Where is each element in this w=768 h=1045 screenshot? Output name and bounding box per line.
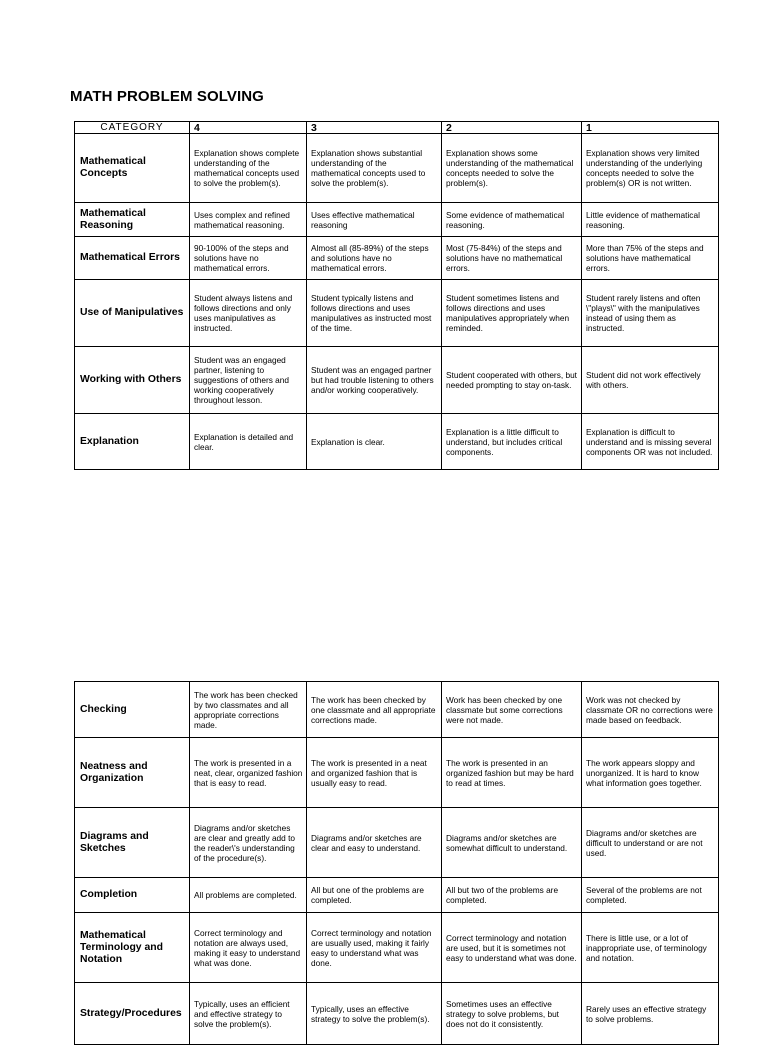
category-cell: Completion — [75, 878, 190, 913]
table-row — [75, 682, 719, 738]
score-3-cell: Explanation is clear. — [307, 414, 442, 470]
score-4-cell: Student always listens and follows directions and only uses manipulatives as instructed. — [190, 280, 307, 347]
score-2-cell: Student cooperated with others, but needed prompting to stay on-task. — [442, 347, 582, 414]
table-row — [75, 983, 719, 1045]
score-2-cell: Explanation shows some understanding of the mathematical concepts needed to solve the problem(s). — [442, 134, 582, 203]
score-1-cell: Rarely uses an effective strategy to solve problems. — [582, 983, 719, 1045]
score-2-cell: The work is presented in an organized fashion but may be hard to read at times. — [442, 738, 582, 808]
score-1-cell: Student rarely listens and often \"plays\" with the manipulatives instead of using them as instructed. — [582, 280, 719, 347]
score-4-cell: Correct terminology and notation are always used, making it easy to understand what was done. — [190, 913, 307, 983]
score-2-cell: Sometimes uses an effective strategy to solve problems, but does not do it consistently. — [442, 983, 582, 1045]
score-4-cell: 90-100% of the steps and solutions have no mathematical errors. — [190, 237, 307, 280]
score-3-cell: Student typically listens and follows directions and uses manipulatives as instructed most of the time. — [307, 280, 442, 347]
header-score-3: 3 — [307, 122, 442, 134]
score-4-cell: The work is presented in a neat, clear, organized fashion that is easy to read. — [190, 738, 307, 808]
score-3-cell: Almost all (85-89%) of the steps and solutions have no mathematical errors. — [307, 237, 442, 280]
score-1-cell: Explanation shows very limited understanding of the underlying concepts needed to solve the problem(s) OR is not written. — [582, 134, 719, 203]
score-3-cell: Uses effective mathematical reasoning — [307, 203, 442, 237]
table-row — [75, 280, 719, 347]
table-header-row — [75, 122, 719, 134]
score-4-cell: Uses complex and refined mathematical reasoning. — [190, 203, 307, 237]
category-cell: Mathematical Errors — [75, 237, 190, 280]
score-2-cell: Work has been checked by one classmate but some corrections were not made. — [442, 682, 582, 738]
rubric-table-1 — [74, 121, 719, 470]
category-cell: Explanation — [75, 414, 190, 470]
table-row — [75, 913, 719, 983]
table-row — [75, 237, 719, 280]
score-4-cell: Typically, uses an efficient and effective strategy to solve the problem(s). — [190, 983, 307, 1045]
score-3-cell: Explanation shows substantial understanding of the mathematical concepts used to solve the problem(s). — [307, 134, 442, 203]
table-row — [75, 878, 719, 913]
score-3-cell: The work has been checked by one classmate and all appropriate corrections made. — [307, 682, 442, 738]
table-row — [75, 134, 719, 203]
score-3-cell: Correct terminology and notation are usually used, making it fairly easy to understand what was done. — [307, 913, 442, 983]
score-2-cell: Student sometimes listens and follows directions and uses manipulatives appropriately when reminded. — [442, 280, 582, 347]
score-1-cell: Student did not work effectively with others. — [582, 347, 719, 414]
score-2-cell: Most (75-84%) of the steps and solutions have no mathematical errors. — [442, 237, 582, 280]
table-row — [75, 203, 719, 237]
rubric-table-2 — [74, 681, 719, 1045]
score-2-cell: Diagrams and/or sketches are somewhat difficult to understand. — [442, 808, 582, 878]
score-1-cell: Work was not checked by classmate OR no corrections were made based on feedback. — [582, 682, 719, 738]
score-3-cell: Typically, uses an effective strategy to solve the problem(s). — [307, 983, 442, 1045]
score-4-cell: Diagrams and/or sketches are clear and greatly add to the reader\'s understanding of the procedure(s). — [190, 808, 307, 878]
score-4-cell: Explanation shows complete understanding of the mathematical concepts used to solve the problem(s). — [190, 134, 307, 203]
score-4-cell: All problems are completed. — [190, 878, 307, 913]
score-1-cell: Several of the problems are not completed. — [582, 878, 719, 913]
category-cell: Checking — [75, 682, 190, 738]
category-cell: Strategy/Procedures — [75, 983, 190, 1045]
table-row — [75, 738, 719, 808]
category-cell: Use of Manipulatives — [75, 280, 190, 347]
score-2-cell: Correct terminology and notation are used, but it is sometimes not easy to understand what was done. — [442, 913, 582, 983]
table-row — [75, 808, 719, 878]
category-cell: Mathematical Terminology and Notation — [75, 913, 190, 983]
category-cell: Neatness and Organization — [75, 738, 190, 808]
score-1-cell: There is little use, or a lot of inappropriate use, of terminology and notation. — [582, 913, 719, 983]
score-1-cell: Explanation is difficult to understand and is missing several components OR was not included. — [582, 414, 719, 470]
score-1-cell: Little evidence of mathematical reasoning. — [582, 203, 719, 237]
table-row — [75, 414, 719, 470]
category-cell: Mathematical Concepts — [75, 134, 190, 203]
table-row — [75, 347, 719, 414]
score-4-cell: Student was an engaged partner, listening to suggestions of others and working cooperatively throughout lesson. — [190, 347, 307, 414]
score-1-cell: More than 75% of the steps and solutions have mathematical errors. — [582, 237, 719, 280]
header-score-4: 4 — [190, 122, 307, 134]
score-3-cell: Student was an engaged partner but had trouble listening to others and/or working cooperatively. — [307, 347, 442, 414]
header-score-2: 2 — [442, 122, 582, 134]
header-score-1: 1 — [582, 122, 719, 134]
score-4-cell: The work has been checked by two classmates and all appropriate corrections made. — [190, 682, 307, 738]
category-cell: Mathematical Reasoning — [75, 203, 190, 237]
score-3-cell: The work is presented in a neat and organized fashion that is usually easy to read. — [307, 738, 442, 808]
score-3-cell: Diagrams and/or sketches are clear and easy to understand. — [307, 808, 442, 878]
page-title: MATH PROBLEM SOLVING — [70, 88, 264, 105]
header-category: CATEGORY — [75, 122, 190, 134]
score-3-cell: All but one of the problems are completed. — [307, 878, 442, 913]
score-2-cell: Some evidence of mathematical reasoning. — [442, 203, 582, 237]
category-cell: Diagrams and Sketches — [75, 808, 190, 878]
score-1-cell: The work appears sloppy and unorganized. It is hard to know what information goes together. — [582, 738, 719, 808]
score-2-cell: All but two of the problems are completed. — [442, 878, 582, 913]
score-1-cell: Diagrams and/or sketches are difficult to understand or are not used. — [582, 808, 719, 878]
category-cell: Working with Others — [75, 347, 190, 414]
score-2-cell: Explanation is a little difficult to understand, but includes critical components. — [442, 414, 582, 470]
score-4-cell: Explanation is detailed and clear. — [190, 414, 307, 470]
